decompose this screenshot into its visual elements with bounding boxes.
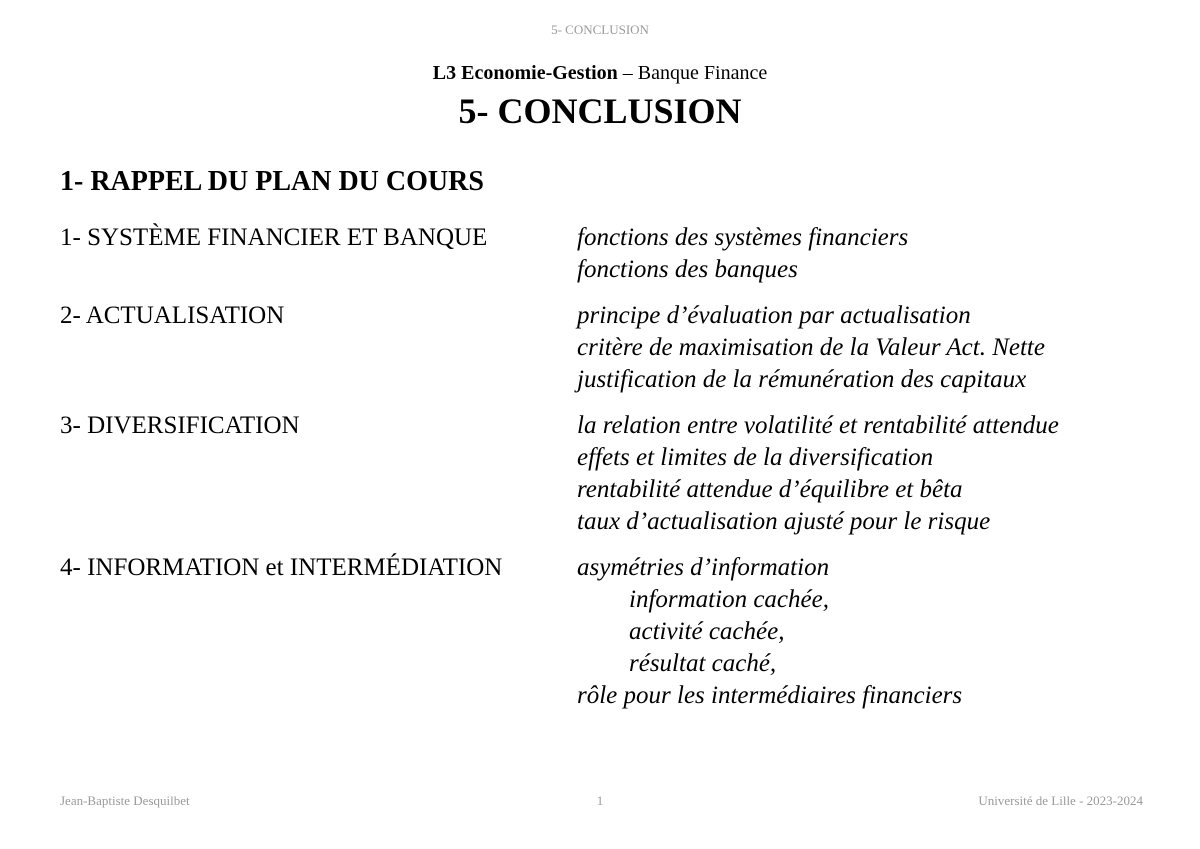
plan-part-title: 1- SYSTÈME FINANCIER ET BANQUE: [60, 224, 488, 251]
plan-topic: activité cachée,: [629, 618, 785, 645]
plan-topic-list: [577, 552, 1160, 712]
plan-topic-list: [577, 410, 1160, 538]
course-subject: Banque Finance: [637, 62, 768, 84]
footer-page-number: 1: [596, 793, 604, 808]
course-line: [0, 62, 1200, 85]
footer-institution: Université de Lille - 2023-2024: [978, 793, 1143, 808]
course-separator: –: [617, 62, 638, 84]
plan-part-title: 2- ACTUALISATION: [60, 302, 285, 329]
plan-topic: principe d’évaluation par actualisation: [577, 302, 971, 329]
plan-topic: effets et limites de la diversification: [577, 444, 934, 471]
plan-row: [60, 552, 1160, 712]
course-program: L3 Economie-Gestion: [432, 62, 618, 84]
plan-topic: asymétries d’information: [577, 554, 830, 581]
plan-row: [60, 222, 1160, 286]
plan-part-title: 3- DIVERSIFICATION: [60, 412, 300, 439]
plan-topic-list: [577, 222, 1160, 286]
plan-topic: taux d’actualisation ajusté pour le risque: [577, 508, 991, 535]
plan-part-title: 4- INFORMATION et INTERMÉDIATION: [60, 554, 503, 581]
plan-topic: rentabilité attendue d’équilibre et bêta: [577, 476, 963, 503]
plan-topic-list: [577, 300, 1160, 396]
plan-topic: rôle pour les intermédiaires financiers: [577, 682, 963, 709]
page-title: 5- CONCLUSION: [458, 91, 742, 131]
plan-topic: la relation entre volatilité et rentabilité attendue: [577, 412, 1059, 439]
course-plan: [60, 222, 1160, 726]
section-heading: 1- RAPPEL DU PLAN DU COURS: [60, 166, 484, 197]
plan-topic: justification de la rémunération des capitaux: [577, 366, 1027, 393]
footer-author: Jean-Baptiste Desquilbet: [60, 793, 190, 808]
plan-topic: critère de maximisation de la Valeur Act. Nette: [577, 334, 1045, 361]
plan-topic: fonctions des banques: [577, 256, 798, 283]
plan-topic: information cachée,: [629, 586, 829, 613]
running-header: 5- CONCLUSION: [551, 22, 649, 37]
plan-row: [60, 410, 1160, 538]
plan-topic: résultat caché,: [629, 650, 777, 677]
plan-row: [60, 300, 1160, 396]
plan-topic: fonctions des systèmes financiers: [577, 224, 909, 251]
